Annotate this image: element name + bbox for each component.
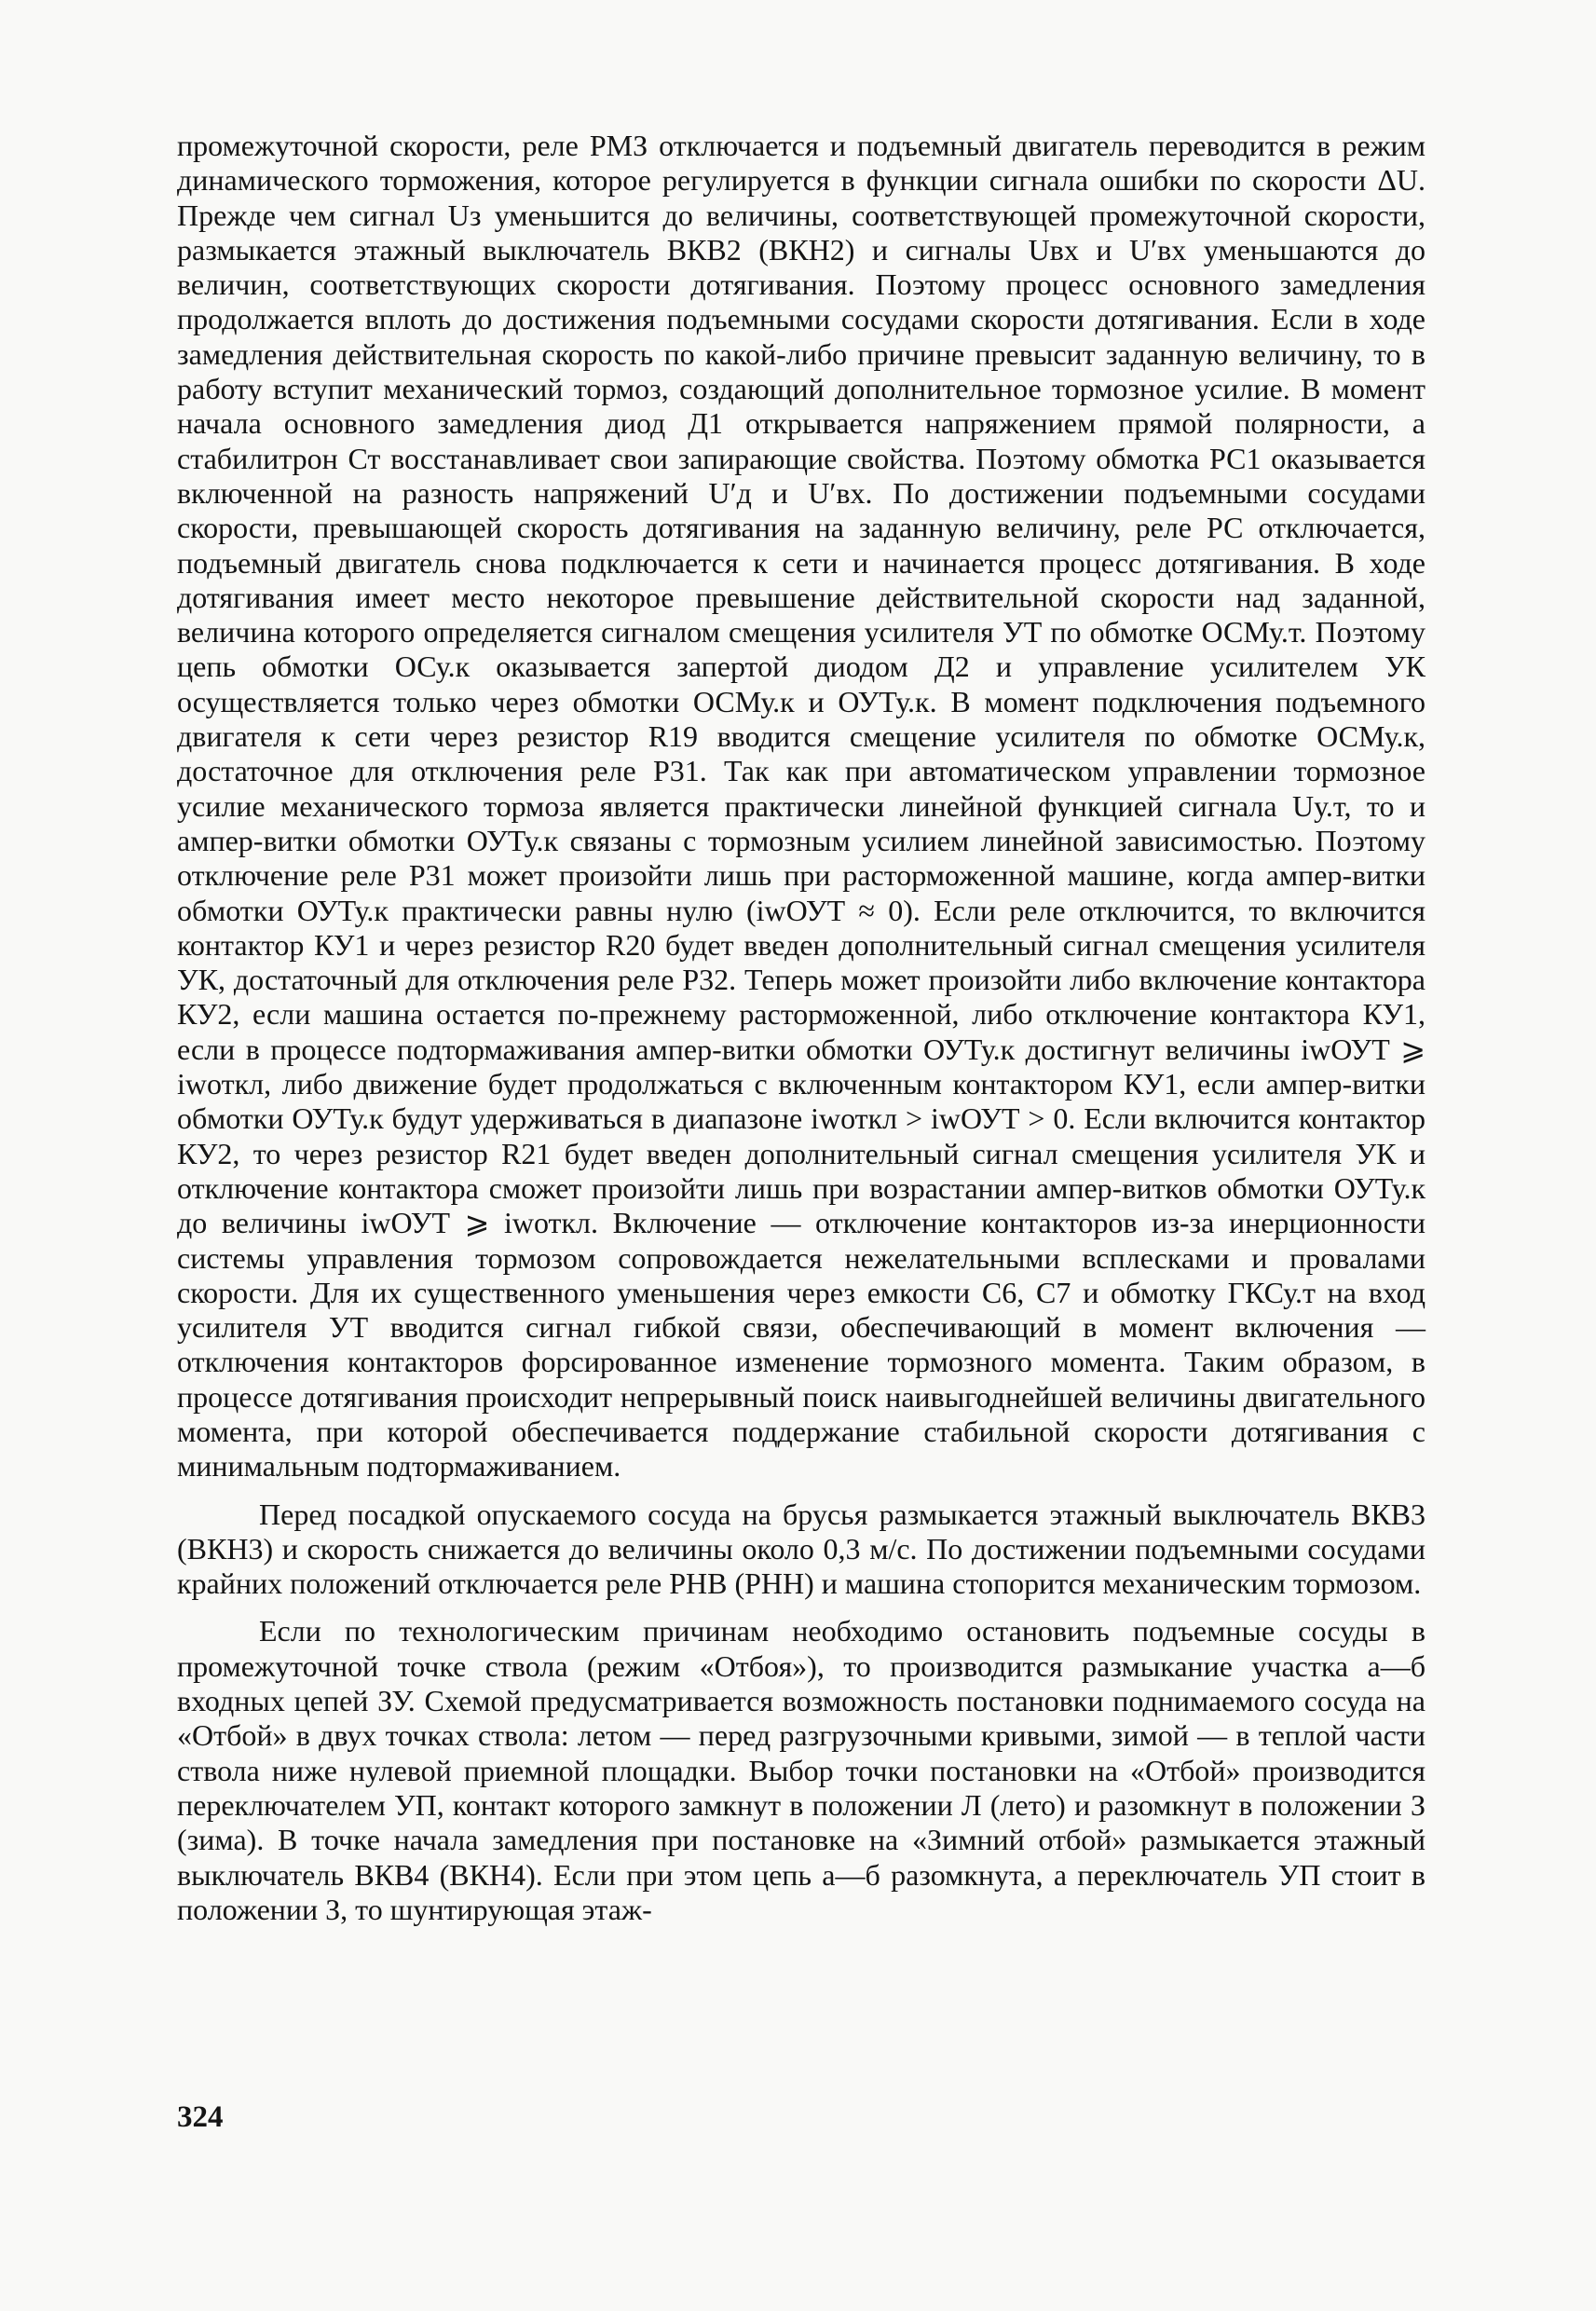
paragraph-2: Перед посадкой опускаемого сосуда на брусья размыкается этажный выключатель ВКВ3 (ВКН3) и скорость снижается до величины около 0,3 м/с. По достижении подъемными сосудами крайних положений отключается реле РНВ (РНН) и машина стопорится механическим тормозом. — [177, 1497, 1425, 1601]
paragraph-3: Если по технологическим причинам необходимо остановить подъемные сосуды в промежуточной точке ствола (режим «Отбоя»), то производится размыкание участка а—б входных цепей ЗУ. Схемой предусматривается возможность постановки поднимаемого сосуда на «Отбой» в двух точках ствола: летом — перед разгрузочными кривыми, зимой — в теплой части ствола ниже нулевой приемной площадки. Выбор точки постановки на «Отбой» производится переключателем УП, контакт которого замкнут в положении Л (лето) и разомкнут в положении З (зима). В точке начала замедления при постановке на «Зимний отбой» размыкается этажный выключатель ВКВ4 (ВКН4). Если при этом цепь а—б разомкнута, а переключатель УП стоит в положении З, то шунтирующая этаж- — [177, 1614, 1425, 1926]
paragraph-1: промежуточной скорости, реле РМЗ отключается и подъемный двигатель переводится в режим динамического торможения, которое регулируется в функции сигнала ошибки по скорости ΔU. Прежде чем сигнал Uз уменьшится до величины, соответствующей промежуточной скорости, размыкается этажный выключатель ВКВ2 (ВКН2) и сигналы Uвх и U′вх уменьшаются до величин, соответствующих скорости дотягивания. Поэтому процесс основного замедления продолжается вплоть до достижения подъемными сосудами скорости дотягивания. Если в ходе замедления действительная скорость по какой-либо причине превысит заданную величину, то в работу вступит механический тормоз, создающий дополнительное тормозное усилие. В момент начала основного замедления диод Д1 открывается напряжением прямой полярности, а стабилитрон Ст восстанавливает свои запирающие свойства. Поэтому обмотка РС1 оказывается включенной на разность напряжений U′д и U′вх. По достижении подъемными сосудами скорости, превышающей скорость дотягивания на заданную величину, реле РС отключается, подъемный двигатель снова подключается к сети и начинается процесс дотягивания. В ходе дотягивания имеет место некоторое превышение действительной скорости над заданной, величина которого определяется сигналом смещения усилителя УТ по обмотке ОСМу.т. Поэтому цепь обмотки ОСу.к оказывается запертой диодом Д2 и управление усилителем УК осуществляется только через обмотки ОСМу.к и ОУТу.к. В момент подключения подъемного двигателя к сети через резистор R19 вводится смещение усилителя по обмотке ОСМу.к, достаточное для отключения реле Р31. Так как при автоматическом управлении тормозное усилие механического тормоза является практически линейной функцией сигнала Uу.т, то и ампер-витки обмотки ОУТу.к связаны с тормозным усилием линейной зависимостью. Поэтому отключение реле Р31 может произойти лишь при расторможенной машине, когда ампер-витки обмотки ОУТу.к практически равны нулю (iwОУТ ≈ 0). Если реле отключится, то включится контактор КУ1 и через резистор R20 будет введен дополнительный сигнал смещения усилителя УК, достаточный для отключения реле Р32. Теперь может произойти либо включение контактора КУ2, если машина остается по-прежнему расторможенной, либо отключение контактора КУ1, если в процессе подтормаживания ампер-витки обмотки ОУТу.к достигнут величины iwОУТ ⩾ iwоткл, либо движение будет продолжаться с включенным контактором КУ1, если ампер-витки обмотки ОУТу.к будут удерживаться в диапазоне iwоткл > iwОУТ > 0. Если включится контактор КУ2, то через резистор R21 будет введен дополнительный сигнал смещения усилителя УК и отключение контактора сможет произойти лишь при возрастании ампер-витков обмотки ОУТу.к до величины iwОУТ ⩾ iwоткл. Включение — отключение контакторов из-за инерционности системы управления тормозом сопровождается нежелательными всплесками и провалами скорости. Для их существенного уменьшения через емкости С6, С7 и обмотку ГКСу.т на вход усилителя УТ вводится сигнал гибкой связи, обеспечивающий в момент включения — отключения контакторов форсированное изменение тормозного момента. Таким образом, в процессе дотягивания происходит непрерывный поиск наивыгоднейшей величины двигательного момента, при которой обеспечивается поддержание стабильной скорости дотягивания с минимальным подтормаживанием. — [177, 129, 1426, 1484]
body-text — [177, 129, 1425, 1927]
page-number: 324 — [177, 2100, 224, 2134]
